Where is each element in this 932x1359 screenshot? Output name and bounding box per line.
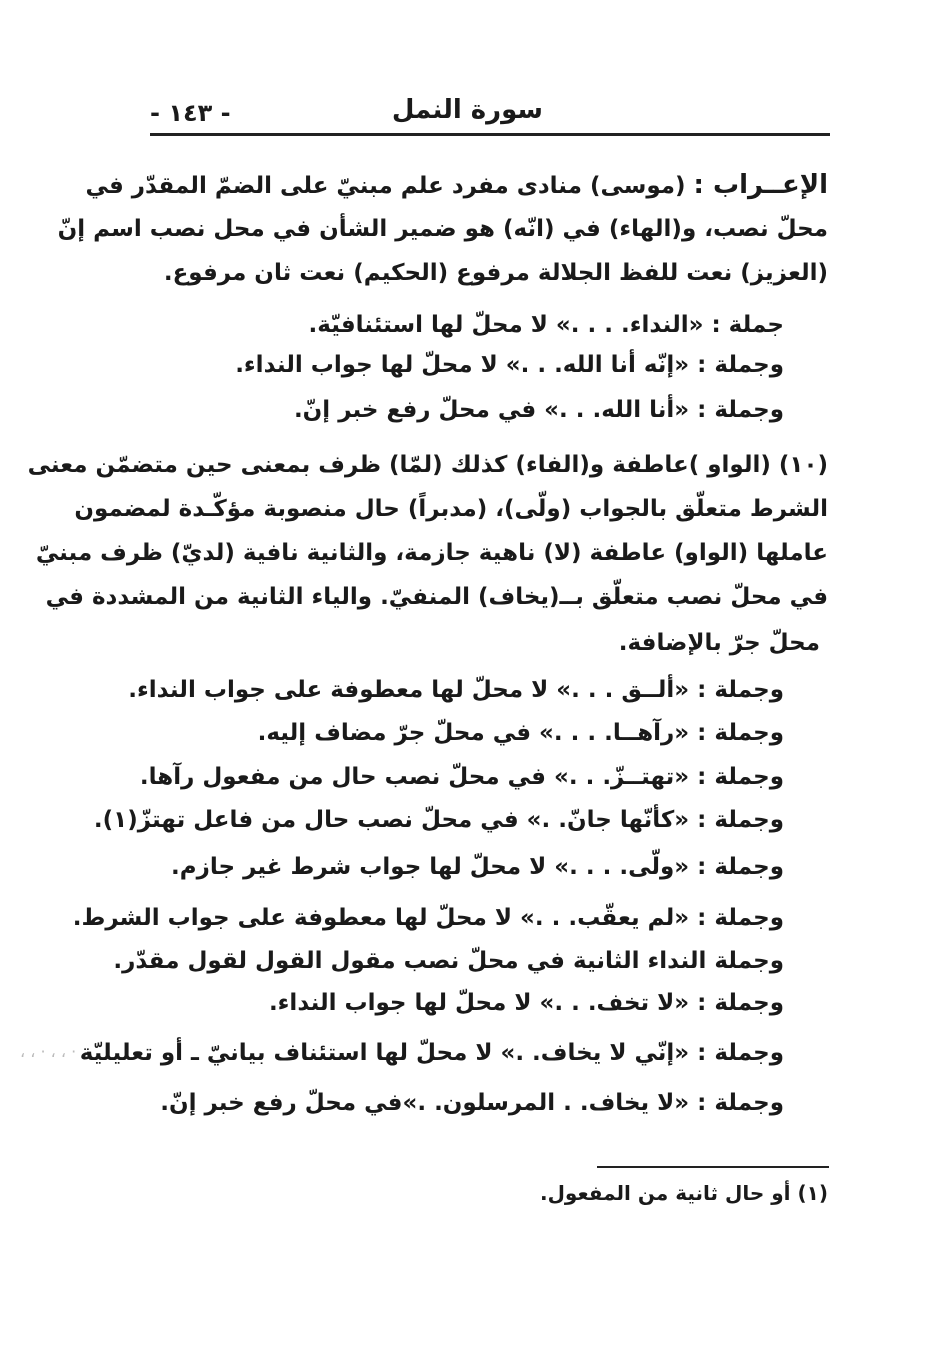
text-line-3: (العزيز) نعت للفظ الجلالة مرفوع (الحكيم) نعت ثان مرفوع. — [163, 260, 828, 286]
irab-label: الإعــراب : — [693, 170, 828, 200]
text-line-10: في محلّ نصب متعلّق بــ(يخاف) المنفيّ. والياء الثانية من المشددة في — [45, 584, 828, 610]
text-line-9: عاملها (الواو) عاطفة (لا) ناهية جازمة، والثانية نافية (لديّ) ظرف مبنيّ — [35, 540, 828, 566]
page-number: - ١٤٣ - — [150, 99, 231, 127]
header-rule — [150, 133, 830, 136]
text-line-6: وجملة : «أنا الله. . .» في محلّ رفع خبر إنّ. — [293, 397, 784, 423]
text-line-17: وجملة : «لم يعقّب. . .» لا محلّ لها معطوفة على جواب الشرط. — [72, 905, 784, 931]
irab-text: (موسى) منادى مفرد علم مبنيّ على الضمّ المقدّر في — [85, 173, 686, 199]
text-line-4: جملة : «النداء. . . .» لا محلّ لها استئنافيّة. — [308, 312, 784, 338]
surah-title: سورة النمل — [391, 95, 543, 125]
text-line-14: وجملة : «تهتــزّ. . .» في محلّ نصب حال من مفعول رآها. — [139, 764, 784, 790]
text-line-18: وجملة النداء الثانية في محلّ نصب مقول القول لقول مقدّر. — [113, 948, 784, 974]
text-line-8: الشرط متعلّق بالجواب (ولّى)، (مدبراً) حال منصوبة مؤكّـدة لمضمون — [74, 496, 828, 522]
footnote: (١) أو حال ثانية من المفعول. — [539, 1181, 828, 1205]
page-header — [150, 95, 828, 129]
text-line-19: وجملة : «لا تخف. . .» لا محلّ لها جواب النداء. — [268, 990, 784, 1016]
text-line-13: وجملة : «رآهــا. . . .» في محلّ جرّ مضاف إليه. — [257, 720, 784, 746]
text-line-1 — [85, 170, 828, 204]
text-line-16: وجملة : «ولّى. . . .» لا محلّ لها جواب شرط غير جازم. — [171, 854, 784, 880]
text-line-15: وجملة : «كأنّها جانّ. .» في محلّ نصب حال من فاعل تهتزّ(١). — [93, 807, 784, 833]
margin-marks: ، ، · ، ، · — [20, 1042, 77, 1061]
text-line-21: وجملة : «لا يخاف. . المرسلون. .»في محلّ رفع خبر إنّ. — [160, 1090, 784, 1116]
text-line-20: وجملة : «إنّي لا يخاف. .» لا محلّ لها استئناف بيانيّ ـ أو تعليليّة — [79, 1040, 784, 1066]
text-line-7: (١٠) (الواو )عاطفة و(الفاء) كذلك (لمّا) ظرف بمعنى حين متضمّن معنى — [27, 452, 828, 478]
text-line-5: وجملة : «إنّه أنا الله. . .» لا محلّ لها جواب النداء. — [235, 352, 784, 378]
footnote-rule — [597, 1166, 829, 1168]
text-line-11: محلّ جرّ بالإضافة. — [618, 630, 820, 656]
text-line-2: محلّ نصب، و(الهاء) في (انّه) هو ضمير الشأن في محل نصب اسم إنّ — [57, 216, 828, 242]
text-line-12: وجملة : «ألــق . . .» لا محلّ لها معطوفة على جواب النداء. — [128, 677, 784, 703]
